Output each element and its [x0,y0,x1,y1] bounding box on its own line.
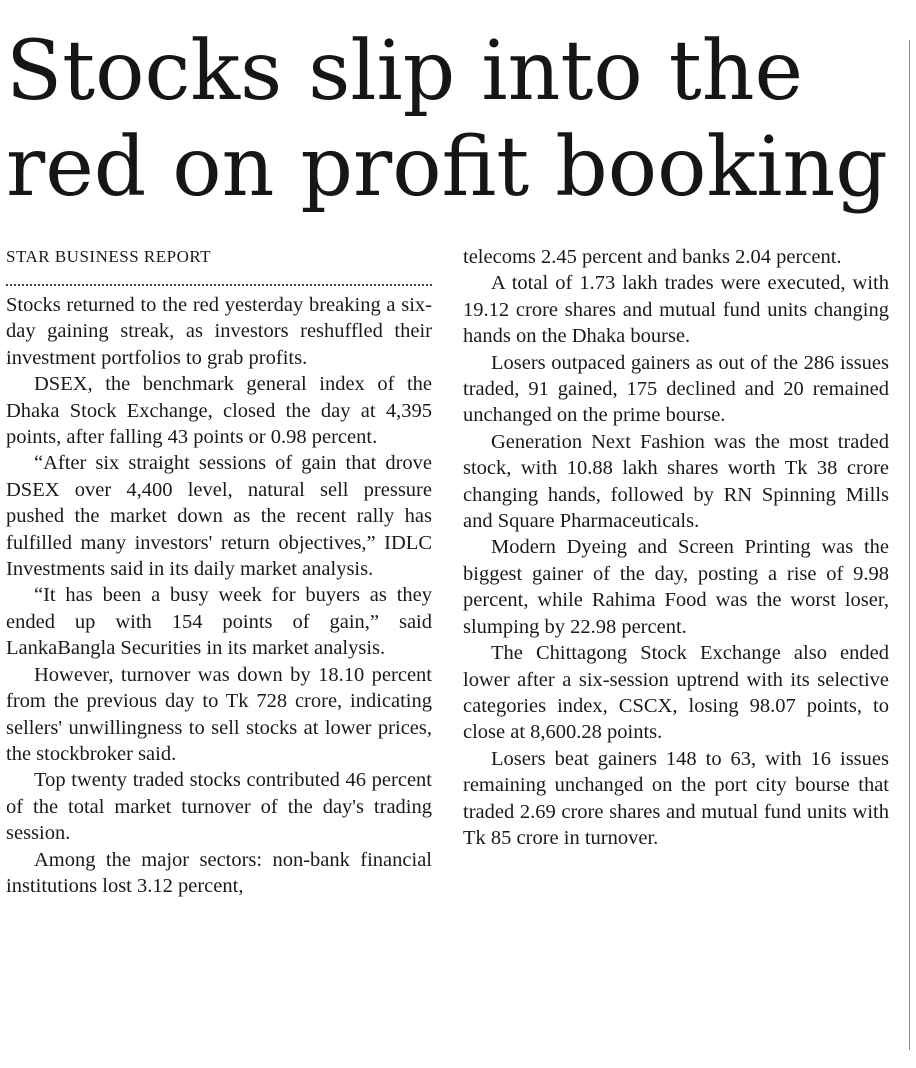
paragraph: “After six straight sessions of gain that drove DSEX over 4,400 level, natural sell pressure pushed the market down as the recent rally has fulfilled many investors' return objectives,” IDLC Investments said in its daily market analysis. [6,452,432,581]
article-column-left [6,244,432,899]
column-rule [909,40,910,1050]
headline [6,24,906,216]
paragraph: DSEX, the benchmark general index of the Dhaka Stock Exchange, closed the day at 4,395 points, after falling 43 points or 0.98 percent. [6,373,432,449]
paragraph: Losers beat gainers 148 to 63, with 16 issues remaining unchanged on the port city bourse that traded 2.69 crore shares and mutual fund units with Tk 85 crore in turnover. [463,747,889,849]
paragraph: The Chittagong Stock Exchange also ended lower after a six-session uptrend with its selective categories index, CSCX, losing 98.07 points, to close at 8,600.28 points. [463,642,889,744]
article-column-right [463,244,889,851]
paragraph: Stocks returned to the red yesterday breaking a six-day gaining streak, as investors reshuffled their investment portfolios to grab profits. [6,294,432,369]
paragraph: Generation Next Fashion was the most traded stock, with 10.88 lakh shares worth Tk 38 crore changing hands, followed by RN Spinning Mills and Square Pharmaceuticals. [463,430,889,533]
dotted-divider [6,276,432,286]
paragraph: “It has been a busy week for buyers as they ended up with 154 points of gain,” said LankaBangla Securities in its market analysis. [6,584,432,660]
paragraph: Top twenty traded stocks contributed 46 percent of the total market turnover of the day's trading session. [6,769,432,845]
paragraph: Among the major sectors: non-bank financial institutions lost 3.12 percent, [6,848,432,897]
paragraph: Losers outpaced gainers as out of the 286 issues traded, 91 gained, 175 declined and 20 remained unchanged on the prime bourse. [463,351,889,427]
headline-line-1: Stocks slip into the [6,24,804,119]
paragraph: A total of 1.73 lakh trades were executed, with 19.12 crore shares and mutual fund units changing hands on the Dhaka bourse. [463,272,889,348]
paragraph: However, turnover was down by 18.10 percent from the previous day to Tk 728 crore, indicating sellers' unwillingness to sell stocks at lower prices, the stockbroker said. [6,663,432,765]
paragraph: telecoms 2.45 percent and banks 2.04 percent. [463,246,842,268]
byline: STAR BUSINESS REPORT [6,247,212,266]
headline-line-2: red on profit booking [6,120,888,215]
paragraph: Modern Dyeing and Screen Printing was the biggest gainer of the day, posting a rise of 9.98 percent, while Rahima Food was the worst loser, slumping by 22.98 percent. [463,536,889,638]
